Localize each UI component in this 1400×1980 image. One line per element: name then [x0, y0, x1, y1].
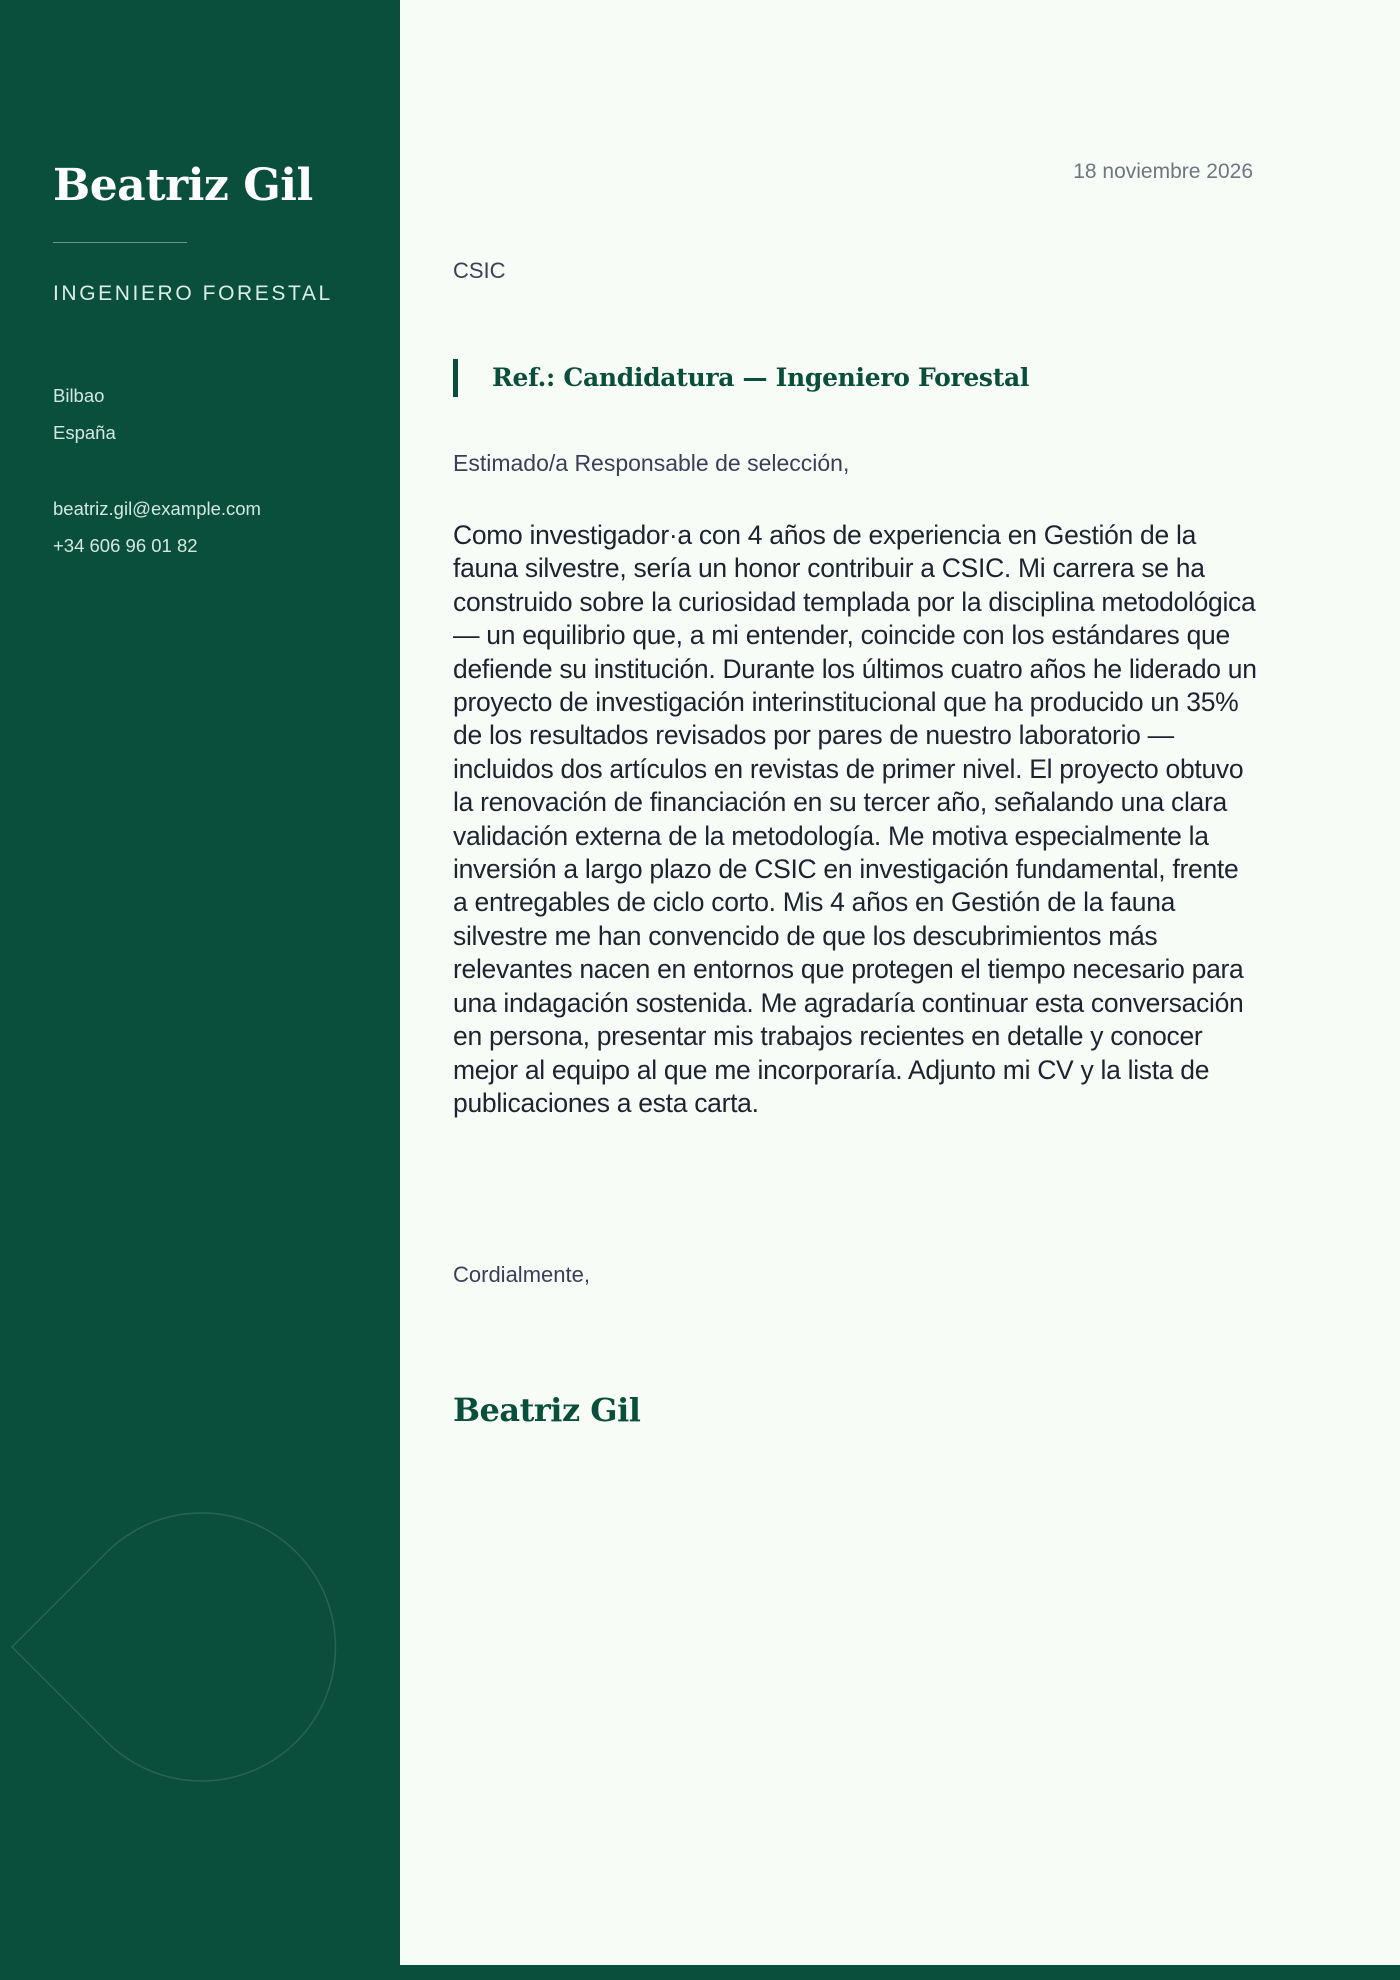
letter-body: Como investigador·a con 4 años de experiencia en Gestión de la fauna silvestre, sería un honor contribuir a CSIC. Mi carrera se ha construido sobre la curiosidad templada por la disciplina metodológica — un equilibrio que, a mi entender, coincide con los estándares que defiende su institución. Durante los últimos cuatro años he liderado un proyecto de investigación interinstitucional que ha producido un 35% de los resultados revisados por pares de nuestro laboratorio — incluidos dos artículos en revistas de primer nivel. El proyecto obtuvo la renovación de financiación en su tercer año, señalando una clara validación externa de la metodología. Me motiva especialmente la inversión a largo plazo de CSIC en investigación fundamental, frente a entregables de ciclo corto. Mis 4 años en Gestión de la fauna silvestre me han convencido de que los descubrimientos más relevantes nacen en entornos que protegen el tiempo necesario para una indagación sostenida. Me agradaría continuar esta conversación en persona, presentar mis trabajos recientes en detalle y conocer mejor al equipo al que me incorporaría. Adjunto mi CV y la lista de publicaciones a esta carta.	[453, 520, 1257, 1118]
location-city: Bilbao	[53, 385, 105, 406]
sender-name: Beatriz Gil	[53, 160, 313, 211]
recipient: CSIC	[453, 258, 506, 283]
closing: Cordialmente,	[453, 1262, 590, 1287]
sidebar	[0, 0, 400, 1980]
letter-page	[400, 0, 1400, 1965]
contact-email: beatriz.gil@example.com	[53, 498, 261, 519]
name-divider	[53, 242, 187, 243]
letter-date: 18 noviembre 2026	[1073, 160, 1253, 183]
leaf-outline-decoration	[0, 1500, 400, 1800]
location-block	[53, 377, 116, 451]
contact-phone: +34 606 96 01 82	[53, 535, 198, 556]
subject-line: Ref.: Candidatura — Ingeniero Forestal	[453, 359, 1029, 397]
signature: Beatriz Gil	[453, 1391, 641, 1429]
greeting: Estimado/a Responsable de selección,	[453, 450, 850, 476]
contact-block	[53, 490, 261, 564]
job-title: INGENIERO FORESTAL	[53, 282, 333, 305]
location-country: España	[53, 422, 116, 443]
